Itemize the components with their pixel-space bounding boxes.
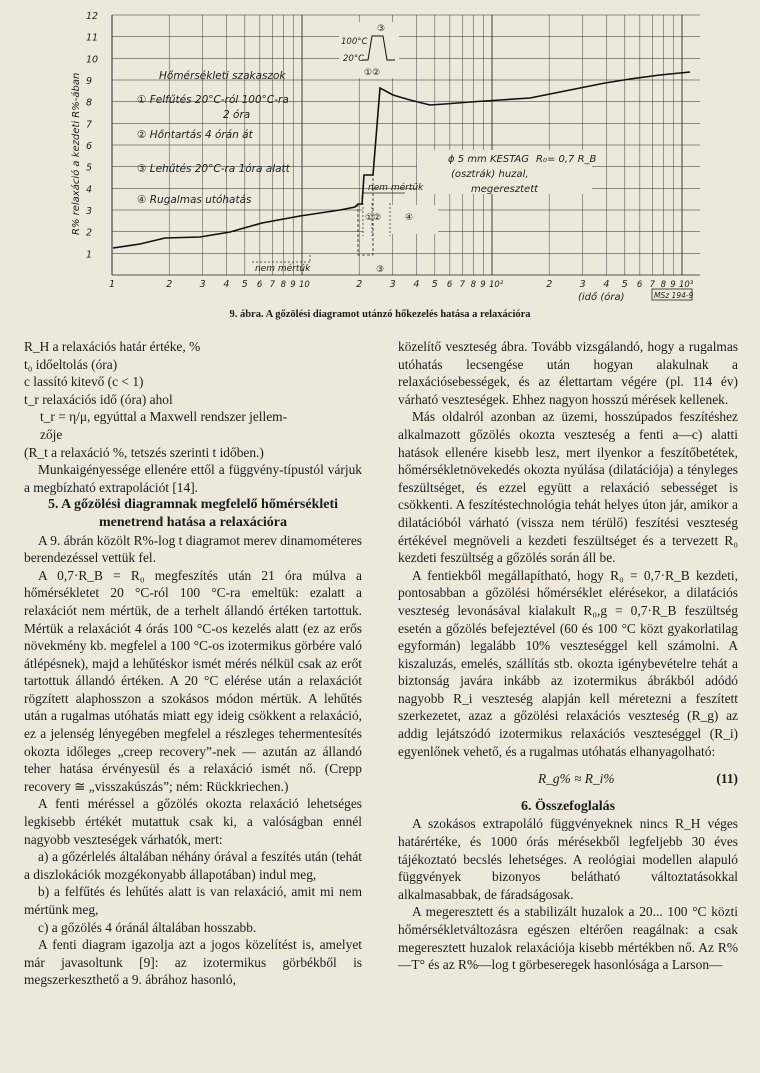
inset-100c: 100°C — [341, 37, 368, 47]
x-tick-label: 4 — [413, 279, 420, 290]
y-tick-label: 9 — [86, 76, 93, 87]
x-tick-label: 5 — [621, 279, 628, 290]
x-tick-label: 3 — [199, 279, 206, 290]
figure-grid — [112, 15, 700, 275]
left-column — [24, 338, 362, 989]
paragraph: A fenti méréssel a gőzölés okozta relaxáció lehetséges legkisebb értékét mutattuk csak ki, a valóságban ennél nagyobb veszteségek várhatók, mert: — [24, 796, 362, 847]
y-axis-ticks — [86, 11, 98, 260]
paragraph: A szokásos extrapoláló függvényeknek nincs R_H véges határértéke, és 1000 órás mérésekből legfeljebb 30 éves tájékoztató becslés lehetséges. A reológiai modellen alapuló függvények bizonyos belátható változtatásokkal alkalmasabbak, de fáradságosak. — [398, 816, 738, 902]
paragraph: A 0,7·R_B = R₀ megfeszítés után 21 óra múlva a hőmérsékletet 20 °C-ról 100 °C-ra emeltük: ezalatt a relaxációt nem mértük, de a terhelt állandó értéken tartottuk. Mértük a relaxációt 4 órás 100 °C-os kezelés alatt (ez az erős növekmény kb. megfelel a 100 °C-os izotermikus görbére való átlépésnek), majd a lehűtéskor ismét mérés nélkül csak az erőt tartottuk állandó értéken. A 20 °C elérése után a relaxációt rögzített alaphosszon a szokásos módon mértük. A lehűtés után a rugalmas utóhatás miatt egy ideig csökkent a relaxáció, ez a jelenség lényegében megfelel a részleges tehermentesítés okozta időleges „creep recovery”-nek — azután az állandó teher hatása érvényesül és a relaxáció ismét nő. (Crepp recovery ≅ „visszakúszás”; ném: Rückkriechen.) — [24, 567, 362, 794]
figure-caption: 9. ábra. A gőzölési diagramot utánzó hőkezelés hatása a relaxációra — [229, 309, 531, 320]
x-tick-label: 8 — [280, 280, 287, 290]
inset-phase-3: ③ — [377, 24, 386, 34]
relaxation-diagram — [0, 0, 760, 305]
legend-item-3: ③ Lehűtés 20°C-ra 1óra alatt — [137, 163, 290, 175]
symbol-tr-def-cont: zője — [40, 426, 63, 442]
symbol-rh: R_H a relaxációs határ értéke, % — [24, 339, 201, 354]
stamp — [652, 289, 694, 300]
symbol-tr-def: t_r = η/μ, egyúttal a Maxwell rendszer jellem- — [40, 409, 288, 425]
specimen-line-2: (osztrák) huzal, — [451, 169, 529, 180]
section-heading-6: 6. Összefoglalás — [520, 798, 616, 814]
specimen-r0: R₀= 0,7 R_B — [536, 154, 597, 165]
paragraph: A fentiekből megállapítható, hogy R₀ = 0,7·R_B kezdeti, pontosabban a gőzölési hőmérséklet elérésekor, a dilatációs veszteség levonásával kialakult R₀,g = 0,7·R_B feszültség esetén a gőzölés befejeztével (60 és 100 °C közt gyakorlatilag egyformán) legalább 10% veszteséggel kell számolni. A kiszaluzás, emelés, szállítás stb. okozta igénybevételre tehát a biztonság javára inkább az izotermikus ábrákból adódó nagyobb R_i veszteség alapján kell méretezni a feszített szerkezetet, azaz a gőzölési relaxációs veszteség (R_g) az addig lejátszódó izotermikus relaxációs veszteséggel (R_i) egyenlőnek vehető, és a rugalmas utóhatás elhanyagolható: — [398, 567, 738, 759]
x-tick-label: 9 — [670, 280, 676, 290]
y-tick-label: 11 — [86, 32, 99, 44]
x-tick-label: 4 — [223, 279, 230, 290]
list-item-c: c) a gőzölés 4 óránál általában hosszabb. — [38, 919, 257, 935]
y-axis-label: R% relaxáció a kezdeti R%-ában — [71, 72, 82, 235]
x-tick-label: 3 — [389, 279, 396, 290]
equation-11 — [398, 770, 738, 788]
y-tick-label: 1 — [86, 249, 93, 261]
x-tick-label: 8 — [660, 280, 667, 290]
x-axis-label: (idő (óra) — [578, 292, 625, 303]
x-tick-label: 1 — [109, 279, 116, 290]
paragraph: Munkaigényessége ellenére ettől a függvény-típustól várjuk a megbízható extrapolációt [14]. — [24, 462, 362, 495]
legend-item-1: ① Felfűtés 20°C-ról 100°C-ra — [137, 94, 289, 106]
y-tick-label: 10 — [86, 54, 99, 66]
x-tick-label: 7 — [269, 280, 275, 290]
paragraph: Más oldalról azonban az üzemi, hosszúpados feszítéshez alkalmazott gőzölés okozta veszteség a fenti a—c) alatti hatások ellenére kisebb lesz, mert ilyenkor a feszítőbetétek, hőmérsékletnövekedés okozta nyúlása (dilatációja) a tényleges feszültséget, és ezzel együtt a relaxáció sebességet is csökkenti. A feszítéstechnológia tehát helyes úton jár, amikor a dilatációból várható (vissza nem térülő) feszítési veszteség értékével megnöveli a kezdeti feszültséget és a tervezett R₀ kezdeti feszültség a gőzölés során áll be. — [398, 409, 738, 566]
phase-3: ③ — [376, 265, 385, 275]
y-tick-label: 3 — [86, 206, 93, 217]
x-tick-label: 5 — [241, 279, 248, 290]
x-tick-label: 5 — [431, 279, 438, 290]
not-measured-2: nem mértük — [368, 183, 424, 193]
stamp-text: MSz 194-9 — [654, 291, 694, 300]
paragraph: A fenti diagram igazolja azt a jogos közelítést is, amelyet már javasoltunk [9]: az izotermikus görbékből is megszerkeszthető a 9. ábrához hasonló, — [24, 937, 362, 988]
legend — [137, 70, 291, 206]
symbol-t0: t₀ időeltolás (óra) — [24, 356, 118, 372]
x-tick-label: 4 — [603, 279, 610, 290]
x-tick-label: 6 — [636, 280, 643, 290]
x-tick-label: 2 — [546, 279, 553, 290]
y-tick-label: 7 — [86, 119, 93, 131]
section-heading-5: 5. A gőzölési diagramnak megfelelő hőmérsékleti menetrend hatása a relaxációra — [47, 497, 339, 530]
x-tick-label: 6 — [446, 280, 453, 290]
legend-item-1b: 2 óra — [223, 109, 251, 121]
x-axis-ticks — [109, 279, 694, 290]
y-tick-label: 5 — [86, 162, 93, 174]
x-tick-label: 2 — [166, 279, 173, 290]
inset-phase-12: ①② — [364, 68, 381, 78]
not-measured-1: nem mértük — [255, 264, 311, 274]
symbol-tr: t_r relaxációs idő (óra) ahol — [24, 391, 173, 407]
phase-4: ④ — [405, 213, 414, 223]
x-tick-label: 2 — [356, 279, 363, 290]
paragraph: A megeresztett és a stabilizált huzalok a 20... 100 °C közti hőmérsékletváltozásra egészen eltérően reagálnak: a csak megeresztett huzalok relaxációja kisebb mértékben nő. Az R%—T° és az R%—log t görbeseregek hasonlósága a Larson— — [398, 904, 738, 973]
symbol-rt: (R_t a relaxáció %, tetszés szerinti t időben.) — [24, 444, 264, 460]
legend-title: Hőmérsékleti szakaszok — [159, 70, 286, 82]
paragraph: A 9. ábrán közölt R%-log t diagramot merev dinamométeres berendezéssel vettük fel. — [24, 532, 362, 566]
equation: R_g% ≈ R_i% — [538, 771, 615, 787]
paragraph: közelítő veszteség ábra. Tovább vizsgálandó, hogy a rugalmas utóhatás lecsengése után hogyan alakulnak a relaxációsebességek, és az élettartam végére (pl. 114 év) várható veszteségek. Ehhez nagyon hosszú mérések kellenek. — [398, 339, 738, 407]
x-tick-label: 10 — [299, 280, 310, 290]
y-tick-label: 2 — [86, 227, 93, 239]
symbol-c: c lassító kitevő (c < 1) — [24, 374, 144, 390]
x-tick-label: 8 — [470, 280, 477, 290]
legend-item-4: ④ Rugalmas utóhatás — [137, 194, 252, 206]
equation-number: (11) — [716, 771, 738, 787]
inset-20c: 20°C — [343, 54, 365, 64]
specimen-note — [417, 150, 597, 195]
x-tick-label: 3 — [579, 279, 586, 290]
y-tick-label: 12 — [86, 11, 99, 22]
phase-box — [252, 182, 438, 275]
list-item-b: b) a felfűtés és lehűtés alatt is van relaxáció, amit mi nem mértünk meg, — [24, 884, 362, 917]
phase-12: ①② — [365, 213, 382, 223]
temperature-inset — [339, 22, 399, 78]
x-tick-label: 10² — [489, 280, 504, 290]
specimen-line-3: megeresztett — [471, 184, 539, 195]
x-tick-label: 9 — [290, 280, 296, 290]
x-tick-label: 7 — [649, 280, 655, 290]
specimen-line-1: ϕ 5 mm KESTAG — [448, 154, 529, 165]
y-tick-label: 4 — [86, 184, 93, 196]
x-tick-label: 10³ — [679, 280, 694, 290]
list-item-a: a) a gőzérlelés általában néhány órával a feszítés után (tehát a diszlokációk mozgékonyabb állapotában) indul meg, — [24, 849, 362, 882]
x-tick-label: 9 — [480, 280, 486, 290]
y-tick-label: 6 — [86, 141, 93, 152]
legend-item-2: ② Hőntartás 4 órán át — [137, 129, 253, 141]
y-tick-label: 8 — [86, 97, 93, 109]
x-tick-label: 6 — [256, 280, 263, 290]
right-column — [398, 338, 738, 974]
x-tick-label: 7 — [459, 280, 465, 290]
